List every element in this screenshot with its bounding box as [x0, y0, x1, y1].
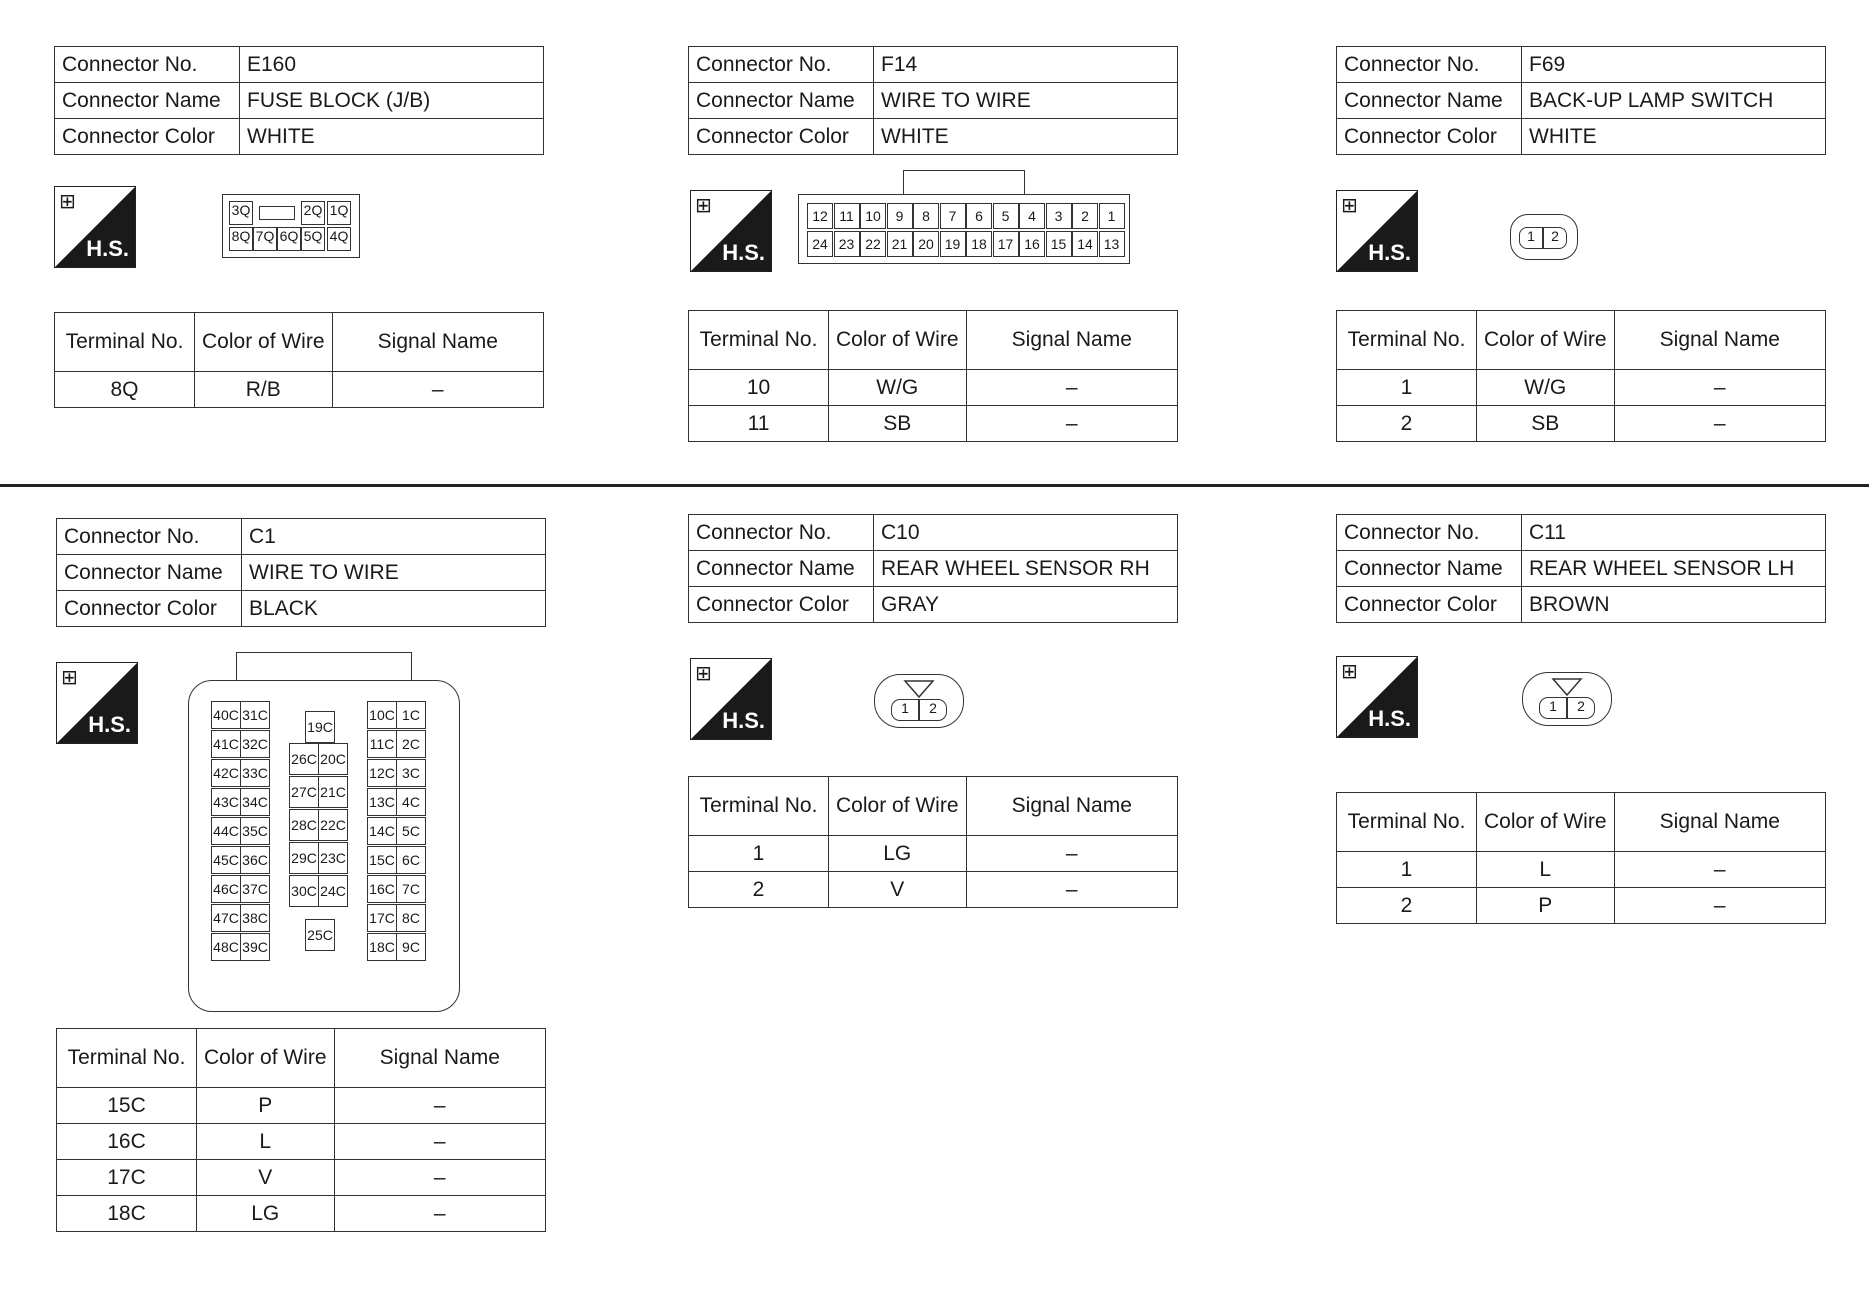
- pin: 15C: [367, 846, 397, 874]
- connector-face-diagram: [1522, 672, 1612, 726]
- terminal-no: 1: [689, 836, 829, 872]
- wire-color-header: Color of Wire: [1477, 793, 1615, 852]
- terminal-no-header: Terminal No.: [55, 313, 195, 372]
- pin: 4: [1019, 203, 1045, 229]
- pin: 2Q: [301, 201, 325, 225]
- connector-no-label: Connector No.: [1337, 47, 1522, 83]
- connector-no-value: C1: [242, 519, 546, 555]
- connector-info-table: [688, 514, 1178, 623]
- pin: 48C: [211, 933, 241, 961]
- pin: 2C: [396, 730, 426, 758]
- connector-no-label: Connector No.: [57, 519, 242, 555]
- terminal-no-header: Terminal No.: [1337, 311, 1477, 370]
- terminal-no: 1: [1337, 370, 1477, 406]
- signal-name-header: Signal Name: [966, 311, 1177, 370]
- connector-info-table: [688, 46, 1178, 155]
- connector-color-label: Connector Color: [689, 587, 874, 623]
- pin: 46C: [211, 875, 241, 903]
- pin: 24C: [318, 875, 348, 907]
- hs-label: H.S.: [1368, 706, 1411, 731]
- connector-icon: ⊞: [61, 667, 78, 689]
- terminal-no: 8Q: [55, 372, 195, 408]
- signal-name: –: [332, 372, 543, 408]
- table-row: [1337, 406, 1826, 442]
- connector-icon: ⊞: [59, 191, 76, 213]
- terminal-no: 11: [689, 406, 829, 442]
- signal-name: –: [334, 1160, 545, 1196]
- hs-badge: [690, 658, 772, 740]
- connector-name-label: Connector Name: [689, 83, 874, 119]
- pin: 21C: [318, 776, 348, 808]
- section-divider: [0, 484, 1869, 487]
- connector-face-diagram: [1510, 214, 1578, 260]
- connector-name-value: FUSE BLOCK (J/B): [240, 83, 544, 119]
- pin: 27C: [289, 776, 319, 808]
- signal-name: –: [966, 406, 1177, 442]
- pin: 5Q: [301, 227, 325, 251]
- table-row: [57, 1088, 546, 1124]
- connector-color-value: BLACK: [242, 591, 546, 627]
- pin: 4Q: [327, 227, 351, 251]
- table-row: [1337, 370, 1826, 406]
- connector-name-label: Connector Name: [57, 555, 242, 591]
- pin: 32C: [240, 730, 270, 758]
- pin: 42C: [211, 759, 241, 787]
- pin: 43C: [211, 788, 241, 816]
- connector-no-label: Connector No.: [689, 515, 874, 551]
- pin: 2: [1567, 697, 1595, 719]
- pin: 1: [1519, 227, 1543, 249]
- wire-color: V: [829, 872, 967, 908]
- connector-name-label: Connector Name: [55, 83, 240, 119]
- signal-name: –: [1614, 406, 1825, 442]
- pin: 33C: [240, 759, 270, 787]
- pin: 39C: [240, 933, 270, 961]
- pin: 26C: [289, 743, 319, 775]
- pin: 6C: [396, 846, 426, 874]
- pin: 22: [860, 231, 886, 257]
- connector-name-value: WIRE TO WIRE: [874, 83, 1178, 119]
- connector-no-label: Connector No.: [1337, 515, 1522, 551]
- connector-info-table: [1336, 46, 1826, 155]
- wire-color: LG: [197, 1196, 335, 1232]
- connector-icon: ⊞: [695, 195, 712, 217]
- terminal-no: 17C: [57, 1160, 197, 1196]
- pin: 35C: [240, 817, 270, 845]
- connector-color-label: Connector Color: [55, 119, 240, 155]
- pin: 7C: [396, 875, 426, 903]
- signal-name-header: Signal Name: [334, 1029, 545, 1088]
- table-row: [57, 1124, 546, 1160]
- pin: 38C: [240, 904, 270, 932]
- signal-name: –: [966, 836, 1177, 872]
- pin: 6: [966, 203, 992, 229]
- hs-label: H.S.: [88, 712, 131, 737]
- hs-badge: [1336, 190, 1418, 272]
- wire-color-header: Color of Wire: [195, 313, 333, 372]
- pin: 15: [1046, 231, 1072, 257]
- pin: 30C: [289, 875, 319, 907]
- pin: 4C: [396, 788, 426, 816]
- table-row: [689, 836, 1178, 872]
- table-row: [57, 1196, 546, 1232]
- pin: 47C: [211, 904, 241, 932]
- pin: 1: [1539, 697, 1567, 719]
- terminal-table: [1336, 792, 1826, 924]
- wire-color-header: Color of Wire: [1477, 311, 1615, 370]
- hs-badge: [690, 190, 772, 272]
- pin: 5: [993, 203, 1019, 229]
- hs-label: H.S.: [1368, 240, 1411, 265]
- pin: 2: [919, 699, 947, 721]
- pin: 17: [993, 231, 1019, 257]
- pin: 10C: [367, 701, 397, 729]
- terminal-no: 18C: [57, 1196, 197, 1232]
- connector-no-value: F69: [1522, 47, 1826, 83]
- signal-name: –: [966, 370, 1177, 406]
- hs-badge: [54, 186, 136, 268]
- pin: 5C: [396, 817, 426, 845]
- connector-panel-f69: [1336, 46, 1836, 435]
- pin: 45C: [211, 846, 241, 874]
- signal-name-header: Signal Name: [1614, 311, 1825, 370]
- pin: 44C: [211, 817, 241, 845]
- pin: 8Q: [229, 227, 253, 251]
- wire-color: V: [197, 1160, 335, 1196]
- connector-name-label: Connector Name: [1337, 83, 1522, 119]
- pin: 21: [887, 231, 913, 257]
- connector-no-label: Connector No.: [55, 47, 240, 83]
- connector-no-label: Connector No.: [689, 47, 874, 83]
- connector-panel-c11: [1336, 514, 1836, 917]
- connector-name-value: BACK-UP LAMP SWITCH: [1522, 83, 1826, 119]
- signal-name: –: [1614, 370, 1825, 406]
- connector-name-value: REAR WHEEL SENSOR RH: [874, 551, 1178, 587]
- pin: 18: [966, 231, 992, 257]
- pin: 29C: [289, 842, 319, 874]
- connector-panel-f14: [688, 46, 1188, 435]
- terminal-no: 2: [1337, 888, 1477, 924]
- pin: 9: [887, 203, 913, 229]
- pin: 23: [834, 231, 860, 257]
- hs-label: H.S.: [722, 240, 765, 265]
- signal-name-header: Signal Name: [1614, 793, 1825, 852]
- connector-color-label: Connector Color: [57, 591, 242, 627]
- terminal-no: 2: [1337, 406, 1477, 442]
- pin: 24: [807, 231, 833, 257]
- wire-color: L: [197, 1124, 335, 1160]
- pin: 3Q: [229, 201, 253, 225]
- wire-color: W/G: [829, 370, 967, 406]
- pin: 41C: [211, 730, 241, 758]
- terminal-no-header: Terminal No.: [57, 1029, 197, 1088]
- pin: 1: [1099, 203, 1125, 229]
- connector-name-value: WIRE TO WIRE: [242, 555, 546, 591]
- pin: 3: [1046, 203, 1072, 229]
- signal-name: –: [334, 1088, 545, 1124]
- pin: 13: [1099, 231, 1125, 257]
- wire-color: SB: [829, 406, 967, 442]
- pin: 8: [913, 203, 939, 229]
- pin: 40C: [211, 701, 241, 729]
- wire-color-header: Color of Wire: [829, 311, 967, 370]
- connector-color-value: WHITE: [240, 119, 544, 155]
- pin: 2: [1543, 227, 1567, 249]
- pin: 37C: [240, 875, 270, 903]
- connector-color-value: WHITE: [874, 119, 1178, 155]
- terminal-no: 1: [1337, 852, 1477, 888]
- pin: 25C: [305, 919, 335, 951]
- hs-label: H.S.: [86, 236, 129, 261]
- connector-info-table: [54, 46, 544, 155]
- connector-panel-e160: [54, 46, 554, 401]
- signal-name: –: [334, 1124, 545, 1160]
- terminal-table: [688, 776, 1178, 908]
- connector-name-label: Connector Name: [1337, 551, 1522, 587]
- connector-color-label: Connector Color: [689, 119, 874, 155]
- table-row: [55, 372, 544, 408]
- connector-color-value: GRAY: [874, 587, 1178, 623]
- connector-no-value: C11: [1522, 515, 1826, 551]
- pin: 13C: [367, 788, 397, 816]
- terminal-table: [56, 1028, 546, 1232]
- terminal-no: 10: [689, 370, 829, 406]
- table-row: [689, 406, 1178, 442]
- connector-no-value: E160: [240, 47, 544, 83]
- table-row: [689, 872, 1178, 908]
- terminal-no: 15C: [57, 1088, 197, 1124]
- connector-info-table: [56, 518, 546, 627]
- pin: 20C: [318, 743, 348, 775]
- pin: 6Q: [277, 227, 301, 251]
- signal-name: –: [1614, 888, 1825, 924]
- wire-color: W/G: [1477, 370, 1615, 406]
- hs-label: H.S.: [722, 708, 765, 733]
- wire-color: LG: [829, 836, 967, 872]
- pin: 28C: [289, 809, 319, 841]
- signal-name: –: [1614, 852, 1825, 888]
- connector-color-value: BROWN: [1522, 587, 1826, 623]
- pin: 10: [860, 203, 886, 229]
- connector-icon: ⊞: [1341, 661, 1358, 683]
- pin: 1C: [396, 701, 426, 729]
- pin: 1: [891, 699, 919, 721]
- wire-color: SB: [1477, 406, 1615, 442]
- pin: 16: [1019, 231, 1045, 257]
- pin: 36C: [240, 846, 270, 874]
- connector-name-value: REAR WHEEL SENSOR LH: [1522, 551, 1826, 587]
- terminal-table: [54, 312, 544, 408]
- signal-name-header: Signal Name: [332, 313, 543, 372]
- signal-name: –: [966, 872, 1177, 908]
- wire-color: P: [197, 1088, 335, 1124]
- pin: 7Q: [253, 227, 277, 251]
- terminal-table: [688, 310, 1178, 442]
- pin: 34C: [240, 788, 270, 816]
- connector-no-value: F14: [874, 47, 1178, 83]
- pin: 19: [940, 231, 966, 257]
- connector-no-value: C10: [874, 515, 1178, 551]
- pin-blank: [259, 206, 295, 220]
- pin: 20: [913, 231, 939, 257]
- connector-icon: ⊞: [695, 663, 712, 685]
- terminal-no: 2: [689, 872, 829, 908]
- pin: 8C: [396, 904, 426, 932]
- terminal-table: [1336, 310, 1826, 442]
- connector-name-label: Connector Name: [689, 551, 874, 587]
- wire-color-header: Color of Wire: [829, 777, 967, 836]
- hs-badge: [56, 662, 138, 744]
- pin: 17C: [367, 904, 397, 932]
- pin: 14C: [367, 817, 397, 845]
- connector-face-diagram: [798, 194, 1130, 264]
- wire-color: P: [1477, 888, 1615, 924]
- pin: 12C: [367, 759, 397, 787]
- pin: 9C: [396, 933, 426, 961]
- terminal-no: 16C: [57, 1124, 197, 1160]
- pin: 14: [1072, 231, 1098, 257]
- terminal-no-header: Terminal No.: [1337, 793, 1477, 852]
- pin: 1Q: [327, 201, 351, 225]
- connector-info-table: [1336, 514, 1826, 623]
- pin: 23C: [318, 842, 348, 874]
- connector-face-diagram: [874, 674, 964, 728]
- pin: 11: [834, 203, 860, 229]
- connector-face-diagram: [188, 680, 460, 1012]
- connector-icon: ⊞: [1341, 195, 1358, 217]
- connector-color-value: WHITE: [1522, 119, 1826, 155]
- signal-name-header: Signal Name: [966, 777, 1177, 836]
- pin: 16C: [367, 875, 397, 903]
- pin: 19C: [305, 711, 335, 743]
- connector-panel-c1: [56, 518, 556, 1225]
- table-row: [1337, 852, 1826, 888]
- hs-badge: [1336, 656, 1418, 738]
- table-row: [689, 370, 1178, 406]
- wire-color: R/B: [195, 372, 333, 408]
- wire-color: L: [1477, 852, 1615, 888]
- wire-color-header: Color of Wire: [197, 1029, 335, 1088]
- connector-face-diagram: [222, 194, 360, 258]
- pin: 3C: [396, 759, 426, 787]
- pin: 11C: [367, 730, 397, 758]
- terminal-no-header: Terminal No.: [689, 311, 829, 370]
- pin: 31C: [240, 701, 270, 729]
- connector-color-label: Connector Color: [1337, 587, 1522, 623]
- pin: 12: [807, 203, 833, 229]
- pin: 7: [940, 203, 966, 229]
- pin: 18C: [367, 933, 397, 961]
- terminal-no-header: Terminal No.: [689, 777, 829, 836]
- pin: 2: [1072, 203, 1098, 229]
- pin: 22C: [318, 809, 348, 841]
- signal-name: –: [334, 1196, 545, 1232]
- connector-color-label: Connector Color: [1337, 119, 1522, 155]
- connector-panel-c10: [688, 514, 1188, 901]
- table-row: [57, 1160, 546, 1196]
- table-row: [1337, 888, 1826, 924]
